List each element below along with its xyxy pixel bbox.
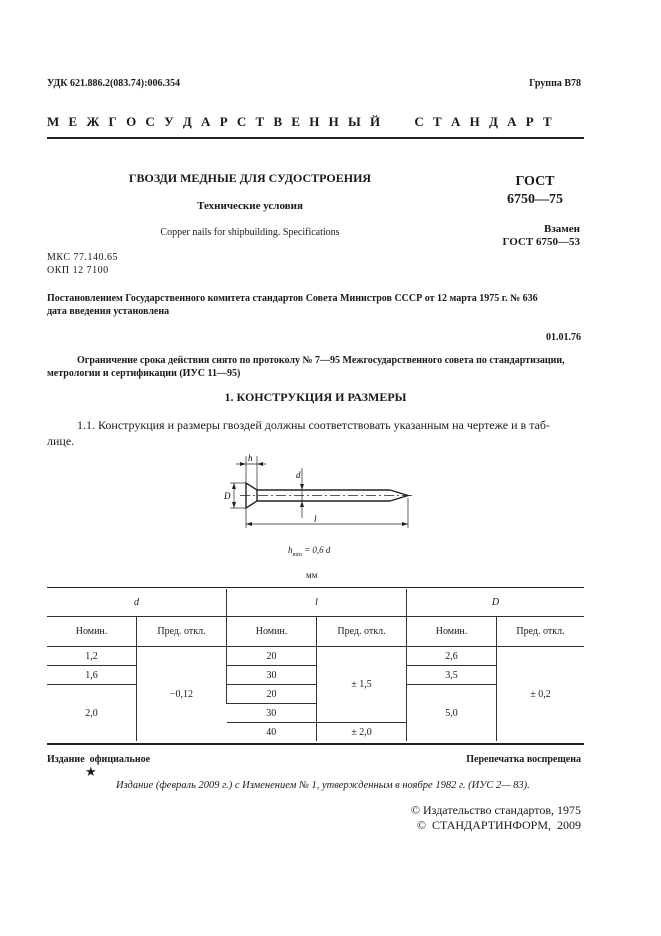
d-nom-cell: 1,2 [47,647,137,666]
h-label: h [248,453,253,463]
dimensions-table [47,589,584,741]
copyright-2009: © СТАНДАРТИНФОРМ, 2009 [416,818,581,832]
col-l-nom: Номин. [227,617,317,647]
D-nom-cell: 2,6 [407,647,497,666]
d-nom-cell: 2,0 [85,707,98,719]
col-D-tol: Пред. откл. [497,617,585,647]
limitation-text: Ограничение срока действия снято по протоколу № 7—95 Межгосударственного совета по стандартизации, [77,355,565,366]
l-nom-cell: 30 [227,666,317,685]
D-nom-cell: 5,0 [407,685,497,742]
d-tol-cell: −0,12 [137,647,227,742]
decree-text: Постановлением Государственного комитета стандартов Совета Министров СССР от 12 марта 1975 г. № 636 [47,293,538,304]
replace-label: Взамен [544,223,580,235]
section-heading: 1. КОНСТРУКЦИЯ И РАЗМЕРЫ [224,390,407,404]
formula-h: $h_{min} = 0,6$ d [288,545,331,558]
star-icon: ★ [85,764,97,779]
col-group-l: l [227,589,407,617]
footer-rule [47,743,584,745]
unit-label: мм [306,570,318,580]
col-D-nom: Номин. [407,617,497,647]
col-group-D: D [407,589,585,617]
edition-note: Издание (февраль 2009 г.) с Изменением № 1, утвержденным в ноябре 1982 г. (ИУС 2— 83). [116,780,530,791]
l-tol-cell: ± 1,5 [317,647,407,723]
col-group-d: d [47,589,227,617]
d-nom-cell: 1,6 [47,666,137,685]
table-top-rule [47,587,584,588]
paragraph-1-1: 1.1. Конструкция и размеры гвоздей должны соответствовать указанным на чертеже и в таб- [77,418,551,432]
D-nom-cell: 3,5 [407,666,497,685]
document-subtitle: Технические условия [197,200,303,212]
D-label: D [224,491,231,501]
l-nom-cell: 20 [227,685,317,704]
interstate-standard-label: М Е Ж Г О С У Д А Р С Т В Е Н Н Ы Й С Т А Н Д А Р Т [47,114,555,129]
l-nom-cell: 40 [266,726,277,738]
document-title: ГВОЗДИ МЕДНЫЕ ДЛЯ СУДОСТРОЕНИЯ [128,171,372,185]
nail-drawing [210,448,430,538]
udk-code: УДК 621.886.2(083.74):006.354 [47,78,180,89]
l-nom-cell: 20 [227,647,317,666]
D-tol-cell: ± 0,2 [497,647,585,742]
gost-number: 6750—75 [507,192,563,207]
col-d-tol: Пред. откл. [137,617,227,647]
official-edition: Издание официальное [47,754,151,765]
col-d-nom: Номин. [47,617,137,647]
copyright-1975: © Издательство стандартов, 1975 [410,803,581,817]
introduction-date: 01.01.76 [546,332,581,343]
l-nom-cell: 30 [227,704,317,723]
reprint-prohibited: Перепечатка воспрещена [466,754,581,765]
d-label: d [296,470,301,480]
col-l-tol: Пред. откл. [317,617,407,647]
limitation-text-cont: метрологии и сертификации (ИУС 11—95) [47,368,241,379]
group-code: Группа В78 [529,78,581,89]
header-rule [47,137,584,139]
paragraph-1-1-cont: лице. [47,434,75,448]
table-row [47,647,584,666]
l-label: l [314,514,317,524]
decree-date-label: дата введения установлена [47,306,170,317]
mks-code: МКС 77.140.65 [47,252,118,263]
l-tol-cell: ± 2,0 [317,723,407,742]
replace-number: ГОСТ 6750—53 [502,236,580,248]
english-title: Copper nails for shipbuilding. Specifications [160,227,340,238]
gost-label: ГОСТ [515,174,555,189]
okp-code: ОКП 12 7100 [47,265,109,276]
